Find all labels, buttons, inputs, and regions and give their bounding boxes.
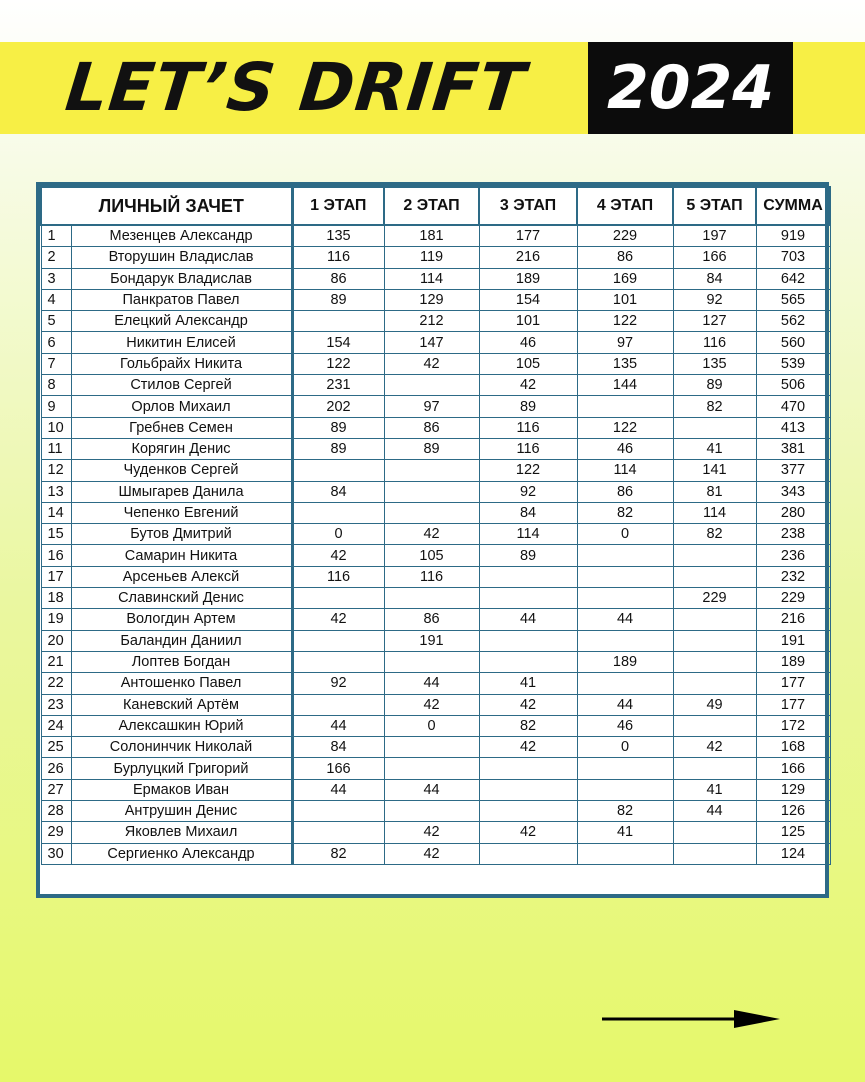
stage-4-cell xyxy=(577,566,673,587)
total-cell: 562 xyxy=(756,311,830,332)
stage-1-cell: 42 xyxy=(292,609,384,630)
table-row xyxy=(41,566,830,587)
stage-1-cell: 84 xyxy=(292,737,384,758)
stage-4-cell: 44 xyxy=(577,609,673,630)
rank-cell: 8 xyxy=(41,375,71,396)
stage-5-cell xyxy=(673,630,756,651)
rank-cell: 10 xyxy=(41,417,71,438)
total-cell: 232 xyxy=(756,566,830,587)
total-cell: 238 xyxy=(756,524,830,545)
stage-3-cell xyxy=(479,651,577,672)
stage-5-cell: 41 xyxy=(673,438,756,459)
total-cell: 189 xyxy=(756,651,830,672)
stage-1-cell: 86 xyxy=(292,268,384,289)
stage-3-cell xyxy=(479,566,577,587)
total-cell: 703 xyxy=(756,247,830,268)
driver-name-cell: Стилов Сергей xyxy=(71,375,292,396)
stage-5-cell: 84 xyxy=(673,268,756,289)
stage-1-cell xyxy=(292,588,384,609)
stage-1-cell: 44 xyxy=(292,779,384,800)
rank-cell: 23 xyxy=(41,694,71,715)
stage-1-cell xyxy=(292,694,384,715)
stage-4-cell: 82 xyxy=(577,502,673,523)
stage-1-cell: 89 xyxy=(292,417,384,438)
stage-4-cell: 0 xyxy=(577,737,673,758)
header-personal-standings: ЛИЧНЫЙ ЗАЧЕТ xyxy=(41,187,292,225)
stage-3-cell: 92 xyxy=(479,481,577,502)
stage-2-cell: 86 xyxy=(384,609,479,630)
stage-3-cell: 116 xyxy=(479,417,577,438)
stage-4-cell: 101 xyxy=(577,289,673,310)
stage-1-cell: 116 xyxy=(292,566,384,587)
stage-2-cell: 42 xyxy=(384,843,479,864)
total-cell: 177 xyxy=(756,694,830,715)
stage-2-cell: 44 xyxy=(384,673,479,694)
table-row xyxy=(41,737,830,758)
stage-5-cell xyxy=(673,417,756,438)
driver-name-cell: Яковлев Михаил xyxy=(71,822,292,843)
stage-2-cell xyxy=(384,737,479,758)
year-box xyxy=(588,42,793,134)
stage-3-cell: 114 xyxy=(479,524,577,545)
driver-name-cell: Бондарук Владислав xyxy=(71,268,292,289)
stage-1-cell: 82 xyxy=(292,843,384,864)
stage-4-cell: 122 xyxy=(577,311,673,332)
driver-name-cell: Корягин Денис xyxy=(71,438,292,459)
stage-5-cell xyxy=(673,673,756,694)
stage-4-cell: 82 xyxy=(577,801,673,822)
stage-3-cell xyxy=(479,779,577,800)
driver-name-cell: Чуденков Сергей xyxy=(71,460,292,481)
stage-4-cell: 144 xyxy=(577,375,673,396)
stage-1-cell xyxy=(292,460,384,481)
stage-2-cell: 42 xyxy=(384,822,479,843)
stage-1-cell: 116 xyxy=(292,247,384,268)
total-cell: 177 xyxy=(756,673,830,694)
stage-3-cell: 101 xyxy=(479,311,577,332)
driver-name-cell: Антрушин Денис xyxy=(71,801,292,822)
stage-2-cell xyxy=(384,758,479,779)
driver-name-cell: Самарин Никита xyxy=(71,545,292,566)
stage-4-cell: 97 xyxy=(577,332,673,353)
standings-table-container xyxy=(36,182,829,898)
stage-3-cell xyxy=(479,843,577,864)
total-cell: 470 xyxy=(756,396,830,417)
stage-1-cell: 84 xyxy=(292,481,384,502)
driver-name-cell: Чепенко Евгений xyxy=(71,502,292,523)
stage-5-cell: 44 xyxy=(673,801,756,822)
total-cell: 229 xyxy=(756,588,830,609)
stage-3-cell: 44 xyxy=(479,609,577,630)
total-cell: 377 xyxy=(756,460,830,481)
table-row xyxy=(41,460,830,481)
stage-4-cell xyxy=(577,843,673,864)
stage-3-cell: 154 xyxy=(479,289,577,310)
total-cell: 168 xyxy=(756,737,830,758)
stage-2-cell xyxy=(384,588,479,609)
stage-3-cell: 82 xyxy=(479,715,577,736)
stage-1-cell: 202 xyxy=(292,396,384,417)
rank-cell: 26 xyxy=(41,758,71,779)
table-row xyxy=(41,247,830,268)
rank-cell: 12 xyxy=(41,460,71,481)
rank-cell: 17 xyxy=(41,566,71,587)
table-row xyxy=(41,481,830,502)
stage-2-cell: 42 xyxy=(384,694,479,715)
total-cell: 343 xyxy=(756,481,830,502)
stage-2-cell xyxy=(384,651,479,672)
standings-table xyxy=(40,186,831,865)
stage-5-cell: 127 xyxy=(673,311,756,332)
rank-cell: 28 xyxy=(41,801,71,822)
stage-5-cell xyxy=(673,822,756,843)
stage-5-cell: 116 xyxy=(673,332,756,353)
stage-2-cell: 119 xyxy=(384,247,479,268)
table-row xyxy=(41,225,830,247)
table-row xyxy=(41,524,830,545)
year-label: 2024 xyxy=(607,53,774,123)
stage-4-cell xyxy=(577,545,673,566)
stage-5-cell: 141 xyxy=(673,460,756,481)
total-cell: 216 xyxy=(756,609,830,630)
table-row xyxy=(41,545,830,566)
stage-3-cell: 89 xyxy=(479,396,577,417)
table-row xyxy=(41,715,830,736)
rank-cell: 24 xyxy=(41,715,71,736)
driver-name-cell: Елецкий Александр xyxy=(71,311,292,332)
stage-5-cell xyxy=(673,715,756,736)
rank-cell: 14 xyxy=(41,502,71,523)
stage-2-cell xyxy=(384,375,479,396)
stage-3-cell xyxy=(479,801,577,822)
total-cell: 539 xyxy=(756,353,830,374)
stage-1-cell xyxy=(292,630,384,651)
table-row xyxy=(41,353,830,374)
stage-3-cell: 177 xyxy=(479,225,577,247)
rank-cell: 21 xyxy=(41,651,71,672)
table-row xyxy=(41,438,830,459)
driver-name-cell: Гребнев Семен xyxy=(71,417,292,438)
stage-5-cell: 41 xyxy=(673,779,756,800)
rank-cell: 9 xyxy=(41,396,71,417)
stage-2-cell: 129 xyxy=(384,289,479,310)
stage-4-cell: 44 xyxy=(577,694,673,715)
driver-name-cell: Мезенцев Александр xyxy=(71,225,292,247)
stage-3-cell: 189 xyxy=(479,268,577,289)
stage-1-cell: 231 xyxy=(292,375,384,396)
stage-2-cell: 86 xyxy=(384,417,479,438)
stage-5-cell xyxy=(673,609,756,630)
stage-1-cell: 89 xyxy=(292,289,384,310)
table-row xyxy=(41,396,830,417)
header-stage-5: 5 ЭТАП xyxy=(673,187,756,225)
header-stage-2: 2 ЭТАП xyxy=(384,187,479,225)
table-row xyxy=(41,375,830,396)
total-cell: 126 xyxy=(756,801,830,822)
stage-3-cell xyxy=(479,630,577,651)
stage-4-cell xyxy=(577,779,673,800)
table-row xyxy=(41,673,830,694)
rank-cell: 30 xyxy=(41,843,71,864)
total-cell: 560 xyxy=(756,332,830,353)
stage-3-cell: 122 xyxy=(479,460,577,481)
stage-1-cell: 122 xyxy=(292,353,384,374)
table-row xyxy=(41,502,830,523)
total-cell: 124 xyxy=(756,843,830,864)
total-cell: 125 xyxy=(756,822,830,843)
stage-5-cell: 89 xyxy=(673,375,756,396)
stage-1-cell xyxy=(292,651,384,672)
driver-name-cell: Сергиенко Александр xyxy=(71,843,292,864)
driver-name-cell: Вологдин Артем xyxy=(71,609,292,630)
stage-3-cell: 84 xyxy=(479,502,577,523)
table-row xyxy=(41,630,830,651)
stage-4-cell: 135 xyxy=(577,353,673,374)
stage-1-cell: 42 xyxy=(292,545,384,566)
driver-name-cell: Никитин Елисей xyxy=(71,332,292,353)
stage-3-cell: 116 xyxy=(479,438,577,459)
total-cell: 381 xyxy=(756,438,830,459)
table-row xyxy=(41,289,830,310)
total-cell: 129 xyxy=(756,779,830,800)
driver-name-cell: Орлов Михаил xyxy=(71,396,292,417)
rank-cell: 18 xyxy=(41,588,71,609)
stage-3-cell: 105 xyxy=(479,353,577,374)
stage-2-cell: 97 xyxy=(384,396,479,417)
stage-5-cell: 229 xyxy=(673,588,756,609)
table-row xyxy=(41,651,830,672)
stage-5-cell: 92 xyxy=(673,289,756,310)
header-stage-1: 1 ЭТАП xyxy=(292,187,384,225)
stage-1-cell: 0 xyxy=(292,524,384,545)
stage-4-cell xyxy=(577,396,673,417)
driver-name-cell: Вторушин Владислав xyxy=(71,247,292,268)
stage-3-cell: 42 xyxy=(479,375,577,396)
table-row xyxy=(41,822,830,843)
stage-3-cell xyxy=(479,758,577,779)
table-row xyxy=(41,609,830,630)
stage-5-cell: 82 xyxy=(673,396,756,417)
total-cell: 642 xyxy=(756,268,830,289)
stage-4-cell: 229 xyxy=(577,225,673,247)
table-header-row xyxy=(41,187,830,225)
stage-2-cell: 116 xyxy=(384,566,479,587)
table-row xyxy=(41,801,830,822)
rank-cell: 19 xyxy=(41,609,71,630)
stage-4-cell: 169 xyxy=(577,268,673,289)
rank-cell: 20 xyxy=(41,630,71,651)
total-cell: 166 xyxy=(756,758,830,779)
stage-5-cell xyxy=(673,545,756,566)
stage-2-cell xyxy=(384,502,479,523)
stage-2-cell: 105 xyxy=(384,545,479,566)
stage-4-cell xyxy=(577,758,673,779)
stage-1-cell: 166 xyxy=(292,758,384,779)
stage-1-cell xyxy=(292,502,384,523)
stage-4-cell: 86 xyxy=(577,247,673,268)
stage-1-cell: 92 xyxy=(292,673,384,694)
table-row xyxy=(41,758,830,779)
driver-name-cell: Панкратов Павел xyxy=(71,289,292,310)
table-row xyxy=(41,779,830,800)
driver-name-cell: Каневский Артём xyxy=(71,694,292,715)
stage-5-cell: 81 xyxy=(673,481,756,502)
stage-5-cell xyxy=(673,651,756,672)
stage-2-cell: 42 xyxy=(384,524,479,545)
total-cell: 236 xyxy=(756,545,830,566)
rank-cell: 22 xyxy=(41,673,71,694)
stage-2-cell: 212 xyxy=(384,311,479,332)
rank-cell: 5 xyxy=(41,311,71,332)
stage-3-cell: 42 xyxy=(479,694,577,715)
stage-2-cell: 44 xyxy=(384,779,479,800)
rank-cell: 6 xyxy=(41,332,71,353)
stage-1-cell: 135 xyxy=(292,225,384,247)
driver-name-cell: Солонинчик Николай xyxy=(71,737,292,758)
rank-cell: 4 xyxy=(41,289,71,310)
rank-cell: 15 xyxy=(41,524,71,545)
stage-5-cell: 197 xyxy=(673,225,756,247)
stage-3-cell: 41 xyxy=(479,673,577,694)
stage-5-cell xyxy=(673,843,756,864)
table-row xyxy=(41,843,830,864)
total-cell: 280 xyxy=(756,502,830,523)
total-cell: 919 xyxy=(756,225,830,247)
rank-cell: 25 xyxy=(41,737,71,758)
stage-4-cell: 86 xyxy=(577,481,673,502)
stage-1-cell xyxy=(292,801,384,822)
stage-2-cell: 191 xyxy=(384,630,479,651)
header-stage-4: 4 ЭТАП xyxy=(577,187,673,225)
driver-name-cell: Ермаков Иван xyxy=(71,779,292,800)
table-body xyxy=(41,225,830,864)
driver-name-cell: Шмыгарев Данила xyxy=(71,481,292,502)
stage-3-cell: 42 xyxy=(479,822,577,843)
stage-5-cell: 114 xyxy=(673,502,756,523)
table-row xyxy=(41,417,830,438)
rank-cell: 2 xyxy=(41,247,71,268)
header-total: СУММА xyxy=(756,187,830,225)
total-cell: 565 xyxy=(756,289,830,310)
table-row xyxy=(41,694,830,715)
stage-2-cell: 89 xyxy=(384,438,479,459)
rank-cell: 1 xyxy=(41,225,71,247)
stage-1-cell: 89 xyxy=(292,438,384,459)
driver-name-cell: Арсеньев Алексй xyxy=(71,566,292,587)
stage-4-cell: 46 xyxy=(577,715,673,736)
table-row xyxy=(41,332,830,353)
stage-1-cell: 154 xyxy=(292,332,384,353)
stage-2-cell: 0 xyxy=(384,715,479,736)
stage-4-cell: 122 xyxy=(577,417,673,438)
page-title: LET’S DRIFT xyxy=(62,49,530,126)
stage-4-cell: 46 xyxy=(577,438,673,459)
stage-5-cell xyxy=(673,758,756,779)
arrow-right-icon xyxy=(602,1008,780,1030)
stage-3-cell: 46 xyxy=(479,332,577,353)
table-row xyxy=(41,268,830,289)
table-row xyxy=(41,311,830,332)
stage-3-cell: 89 xyxy=(479,545,577,566)
rank-cell: 11 xyxy=(41,438,71,459)
rank-cell: 13 xyxy=(41,481,71,502)
driver-name-cell: Антошенко Павел xyxy=(71,673,292,694)
driver-name-cell: Гольбрайх Никита xyxy=(71,353,292,374)
stage-2-cell: 42 xyxy=(384,353,479,374)
total-cell: 413 xyxy=(756,417,830,438)
stage-3-cell: 42 xyxy=(479,737,577,758)
stage-3-cell xyxy=(479,588,577,609)
stage-2-cell xyxy=(384,481,479,502)
driver-name-cell: Бутов Дмитрий xyxy=(71,524,292,545)
table-row xyxy=(41,588,830,609)
driver-name-cell: Славинский Денис xyxy=(71,588,292,609)
stage-5-cell: 49 xyxy=(673,694,756,715)
stage-4-cell xyxy=(577,630,673,651)
total-cell: 191 xyxy=(756,630,830,651)
stage-5-cell: 42 xyxy=(673,737,756,758)
stage-4-cell: 114 xyxy=(577,460,673,481)
header-stage-3: 3 ЭТАП xyxy=(479,187,577,225)
stage-4-cell xyxy=(577,588,673,609)
driver-name-cell: Баландин Даниил xyxy=(71,630,292,651)
stage-4-cell: 41 xyxy=(577,822,673,843)
stage-2-cell xyxy=(384,460,479,481)
total-cell: 172 xyxy=(756,715,830,736)
stage-2-cell: 181 xyxy=(384,225,479,247)
stage-4-cell xyxy=(577,673,673,694)
rank-cell: 29 xyxy=(41,822,71,843)
stage-2-cell: 114 xyxy=(384,268,479,289)
rank-cell: 3 xyxy=(41,268,71,289)
stage-1-cell xyxy=(292,822,384,843)
stage-3-cell: 216 xyxy=(479,247,577,268)
rank-cell: 16 xyxy=(41,545,71,566)
stage-2-cell xyxy=(384,801,479,822)
stage-5-cell: 82 xyxy=(673,524,756,545)
stage-2-cell: 147 xyxy=(384,332,479,353)
stage-4-cell: 0 xyxy=(577,524,673,545)
stage-5-cell xyxy=(673,566,756,587)
stage-1-cell: 44 xyxy=(292,715,384,736)
rank-cell: 27 xyxy=(41,779,71,800)
driver-name-cell: Бурлуцкий Григорий xyxy=(71,758,292,779)
stage-4-cell: 189 xyxy=(577,651,673,672)
driver-name-cell: Лоптев Богдан xyxy=(71,651,292,672)
total-cell: 506 xyxy=(756,375,830,396)
driver-name-cell: Алексашкин Юрий xyxy=(71,715,292,736)
stage-5-cell: 166 xyxy=(673,247,756,268)
stage-5-cell: 135 xyxy=(673,353,756,374)
stage-1-cell xyxy=(292,311,384,332)
rank-cell: 7 xyxy=(41,353,71,374)
